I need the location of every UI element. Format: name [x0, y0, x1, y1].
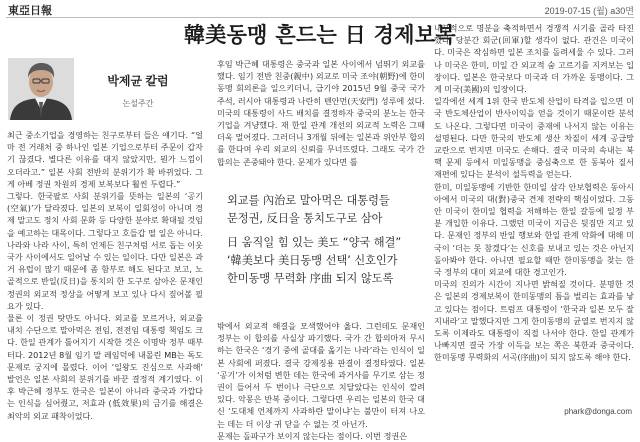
pull-quote	[217, 192, 425, 316]
pull-quote-line: ‘韓美보다 美日동맹 선택’ 신호인가	[227, 254, 398, 267]
pull-quote-line: 日 움직일 힘 있는 美도 “양국 해결”	[227, 236, 402, 249]
paragraph: 내부적으로 명분을 축적하면서 경쟁적 시기를 골라 타진했다. 당분간 회군(回軍)할 생각이 없다. 관건은 미국이다. 미국은 작심하면 일본 조치를 돌려세울 수 있다. 그러나 미국은 한미, 미일 간 외교적 숨 고르기를 지켜보는 입장이다. 일본은 한국보다 미국과 더 가까운 동맹이다. 그게 미국(美國)의 입장이다.	[434, 23, 634, 95]
pull-quote-line: 외교를 內治로 말아먹은 대통령들	[227, 194, 390, 207]
author-title: 논설주간	[122, 99, 154, 108]
author-email: phark@donga.com	[564, 407, 632, 416]
author-photo	[8, 58, 74, 120]
paragraph: 한미, 미일동맹에 기반한 한미일 삼각 안보협력은 동아시아에서 미국의 대(對)중국 견제 전략의 핵심이었다. 그동안 미국이 한미일 협력을 저해하는 한일 갈등에 일정 부분 개입한 이유다. 그랬던 미국이 지금은 뒷짐만 지고 있다. 문재인 정부의 반일 행보와 한일 관계 악화에 대해 미국이 ‘더는 못 참겠다’는 신호를 보내고 있는 것은 아닌지 돌아봐야 한다. 아니면 필요할 때만 한미동맹을 찾는 한국 정부의 대미 외교에 대한 경고인가.	[434, 181, 634, 278]
article-headline: 韓美동맹 흔드는 日 경제보복	[183, 22, 456, 47]
body-column-1	[7, 129, 203, 421]
paragraph: 미국의 진의가 시간이 지나면 밝혀질 것이다. 분명한 것은 일본의 경제보복이 한미동맹의 틈을 벌리는 효과를 낳고 있다는 점이다. 트럼프 대통령이 ‘한국과 일본 모두 잘 지내라’고 말했다지만 그게 한미동맹의 균열로 번지지 않도록 이제라도 대통령이 직접 나서야 한다. 한일 관계가 나빠지면 결국 가장 이득을 보는 쪽은 북한과 중국이다. 한미동맹 무력화의 서곡(序曲)이 되지 않도록 해야 한다.	[434, 279, 634, 363]
paragraph: 최근 중소기업을 경영하는 친구로부터 들은 얘기다. “얼마 전 거래처 중 하나인 일본 기업으로부터 주문이 갑자기 끊겼다. 별다른 이유를 대지 않았지만, 뭔가 느낌이 오더라고.” 일본 사회 전반의 분위기가 확 바뀌었다. 그게 아베 정권 차원의 경제 보복보다 훨씬 두렵다.”	[7, 130, 203, 189]
author-portrait-icon	[8, 58, 74, 120]
pull-quote-group	[227, 234, 425, 288]
body-column-2-bottom	[217, 320, 425, 441]
paragraph: 일각에선 세계 1위 한국 반도체 산업이 타격을 입으면 미국 반도체산업이 반사이익을 얻을 것이기 때문이란 분석도 나온다. 그렇다면 미국이 중재에 나서지 않는 이유는 설명된다. 다만 한국의 반도체 생산 차질이 세계 공급망 교란으로 번지면 미국도 손해다. 결국 미국의 속내는 북핵 문제 등에서 미일동맹을 중심축으로 한 동북아 질서 재편에 있다는 분석이 설득력을 얻는다.	[434, 96, 634, 180]
author-block	[78, 72, 198, 109]
pull-quote-line: 한미동맹 무력화 序曲 되지 않도록	[227, 272, 394, 285]
newspaper-logo: 東亞日報	[8, 4, 52, 17]
dateline: 2019-07-15 (월) a30면	[544, 6, 634, 16]
paragraph: 물론 이 정권 탓만도 아니다. 외교를 모르거나, 외교를 내치 수단으로 말아먹은 전임, 전전임 대통령 책임도 크다. 한일 관계가 틀어지기 시작한 것은 이명박 정부 때부터다. 2012년 8월 임기 말 레임덕에 내몰린 MB는 독도 문제로 궁지에 몰렸다. 이어 ‘일왕도 진심으로 사과해’ 발언은 일본 사회의 분위기를 바꾼 결정적 계기였다. 이후 박근혜 정부도 한국은 일본이 아니라 중국과 가깝다는 인식을 심어줬고, 저효과 (低效果)의 금기를 해결은 최악의 외교 패착이었다.	[7, 313, 203, 421]
paragraph: 문제는 돌파구가 보이지 않는다는 점이다. 이번 정권은	[217, 430, 408, 441]
paragraph: 후임 박근혜 대통령은 중국과 일본 사이에서 넘뛰기 외교를 했다. 임기 전반 친중(親中) 외교로 미국 조야(朝野)에 한미동맹 회의론을 일으키더니, 급기야 2015년 9월 중국 국가주석, 러시아 대통령과 나란히 톈안먼(天安門) 성루에 섰다. 미국의 대통령이 사드 배치를 결정하자 중국의 분노는 한국 기업을 겨냥했다. 재 한일 관계 개선의 외교적 노력은 그때 더욱 멀어졌다. 그러더니 3개월 뒤에는 일본과 위안부 합의를 한다며 우리 외교의 신뢰를 무너뜨렸다. 그래도 국가 간 합의는 존중돼야 한다. 문제가 있다면 틀	[217, 59, 425, 167]
paragraph: 밖에서 외교적 해결을 모색했어야 옳다. 그런데도 문재인 정부는 이 합의를 사실상 파기했다. 국가 간 합의마저 무시하는 한국은 ‘경기 중에 골대를 옮기는 나라’라는 인식이 일본 사회에 퍼졌다. 결국 강제징용 판결이 결정타였다. 일본 ‘공기’가 이처럼 변한 데는 한국에 과거사를 무기로 삼는 정권이 들어서 두 번이나 극단으로 치달았다는 인식이 깔려 있다. 악몽은 반복 중이다. 그렇다면 우리는 일본의 한국 대신 ‘도대체 언제까지 사과하란 말이냐’는 불만이 터져 나오는 데는 더 이상 귀 닫을 수 없는 것 아닌가.	[217, 321, 425, 429]
pull-quote-line: 문정권, 反日을 통치도구로 삼아	[227, 212, 383, 225]
author-name: 박제균 칼럼	[107, 74, 169, 88]
masthead	[6, 3, 634, 18]
body-column-2-top	[217, 58, 425, 186]
body-column-3	[434, 22, 634, 407]
pull-quote-group	[227, 192, 425, 228]
paragraph: 그렇다. 한국팔로 사회 분위기를 뜻하는 일본의 ‘공기(空氣)’가 달라졌다. 일본의 보복이 일회성이 아니며 경제 말고도 정치 사회 문화 등 다양한 분야로 확대될 것임을 예고하는 대목이다. 그렇다고 호들갑 떨 일은 아니다. 나라와 나라 사이, 특히 언제든 친구처럼 서로 돕는 이웃 국가 사이에서도 일어날 수 있는 일이다. 다만 일본은 과거 유럽이 많기 때문에 좀 함부로 해도 된다고 보고, 노골적으로 반일(反日)을 통치의 한 도구로 삼아온 문재인 정권의 외교적 정상을 어떻게 보고 있나 다시 짚어볼 필요가 있다.	[7, 191, 203, 311]
